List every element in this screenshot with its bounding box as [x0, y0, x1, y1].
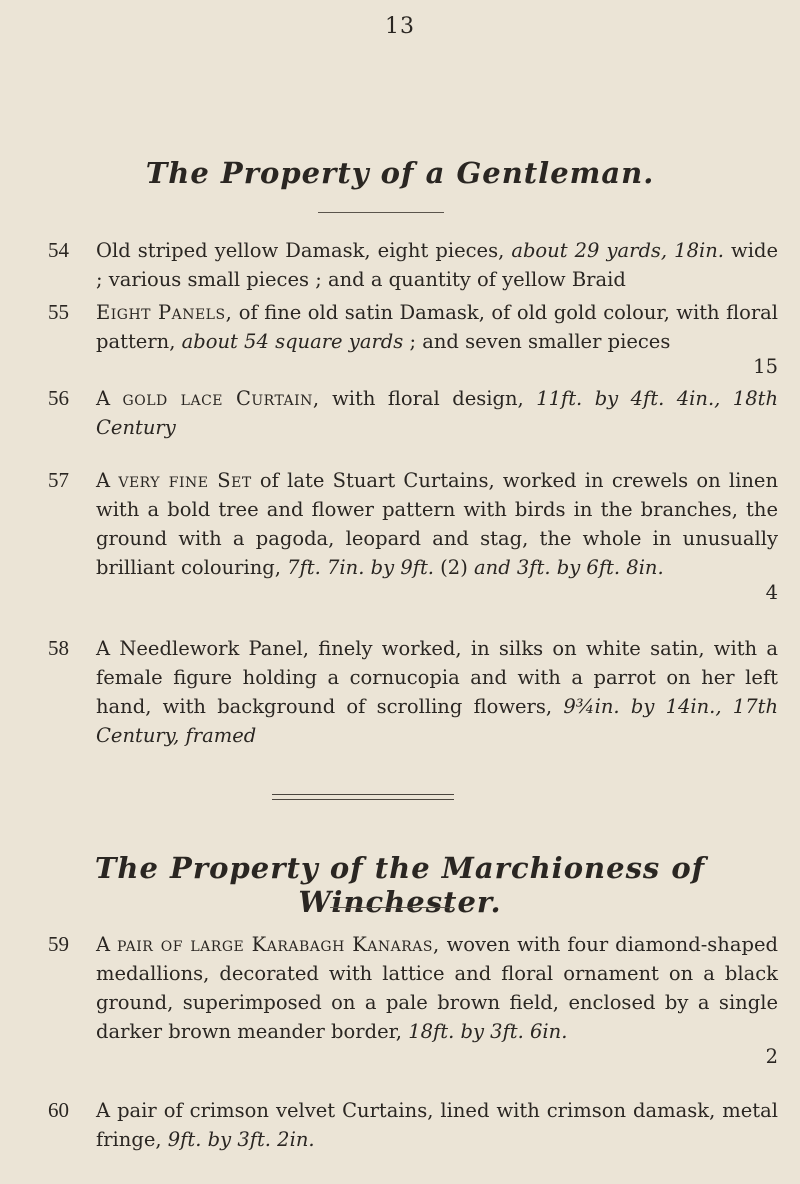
lot-title: gold lace Curtain, — [122, 387, 320, 410]
lot-entry — [48, 466, 778, 607]
lot-number: 59 — [48, 932, 69, 956]
divider — [330, 907, 454, 908]
section-divider — [272, 794, 454, 800]
lot-description — [96, 236, 778, 294]
lot-text: A pair of crimson velvet Curtains, lined with crimson damask, metal fringe, — [96, 1099, 778, 1151]
lot-text: ; and seven smaller pieces — [403, 330, 671, 353]
lot-number: 60 — [48, 1098, 69, 1122]
lot-text: A — [96, 387, 123, 410]
lot-number: 58 — [48, 636, 69, 660]
page-number: 13 — [385, 14, 415, 39]
lot-number: 55 — [48, 300, 69, 324]
divider — [318, 212, 444, 213]
lot-quantity: 4 — [765, 581, 778, 604]
lot-dimensions: 18ft. by 3ft. 6in. — [408, 1020, 568, 1043]
lot-title: very fine Set — [118, 469, 252, 492]
lot-number: 54 — [48, 238, 69, 262]
lot-text: Old striped yellow Damask, eight pieces, — [96, 239, 512, 262]
lot-description — [96, 930, 778, 1071]
lot-dimensions: and 3ft. by 6ft. 8in. — [474, 556, 664, 579]
lot-entry — [48, 236, 778, 294]
lot-number: 56 — [48, 386, 69, 410]
lot-entry — [48, 384, 778, 442]
section-heading-gentleman: The Property of a Gentleman. — [145, 156, 655, 190]
lot-quantity: 2 — [765, 1045, 778, 1068]
lot-title: Eight Panels, — [96, 301, 233, 324]
lot-text: of fine old satin Damask, of old gold colour, with floral pattern, — [96, 301, 778, 353]
lot-text: of late Stuart Curtains, worked in crewels on linen with a bold tree and flower pattern with birds in the branches, the ground with a pagoda, leopard and stag, the whole in unusually brilliant colouring, — [96, 469, 779, 579]
lot-text: A Needlework Panel, finely worked, in silks on white satin, with a female figure holding a cornucopia and with a parrot on her left hand, with background of scrolling flowers, — [96, 637, 778, 718]
lot-text: woven with four diamond-shaped medallions, decorated with lattice and floral ornament on a black ground, superimposed on a pale brown field, enclosed by a single darker brown meander border, — [96, 933, 779, 1043]
lot-dimensions: about 54 square yards — [181, 330, 404, 353]
lot-entry — [48, 298, 778, 381]
lot-text: wide ; various small pieces ; and a quantity of yellow Braid — [96, 239, 778, 291]
lot-dimensions: 9ft. by 3ft. 2in. — [167, 1128, 315, 1151]
lot-dimensions: 9¾in. by 14in., 17th Century, framed — [96, 695, 779, 747]
lot-quantity: 15 — [753, 355, 778, 378]
lot-description — [96, 1096, 778, 1154]
section-heading-marchioness: The Property of the Marchioness of Winchester. — [94, 851, 706, 919]
lot-number: 57 — [48, 468, 69, 492]
lot-description — [96, 466, 778, 607]
lot-description — [96, 298, 778, 381]
lot-text: A — [96, 469, 119, 492]
lot-text: with floral design, — [319, 387, 537, 410]
lot-entry — [48, 634, 778, 750]
lot-title: pair of large Karabagh Kanaras, — [117, 933, 440, 956]
lot-dimensions: about 29 yards, 18in. — [511, 239, 724, 262]
lot-text: (2) — [433, 556, 475, 579]
lot-text: A — [96, 933, 118, 956]
lot-description — [96, 384, 778, 442]
lot-dimensions: 11ft. by 4ft. 4in., 18th Century — [96, 387, 779, 439]
lot-description — [96, 634, 778, 750]
lot-dimensions: 7ft. 7in. by 9ft. — [287, 556, 434, 579]
lot-entry — [48, 1096, 778, 1154]
lot-entry — [48, 930, 778, 1071]
